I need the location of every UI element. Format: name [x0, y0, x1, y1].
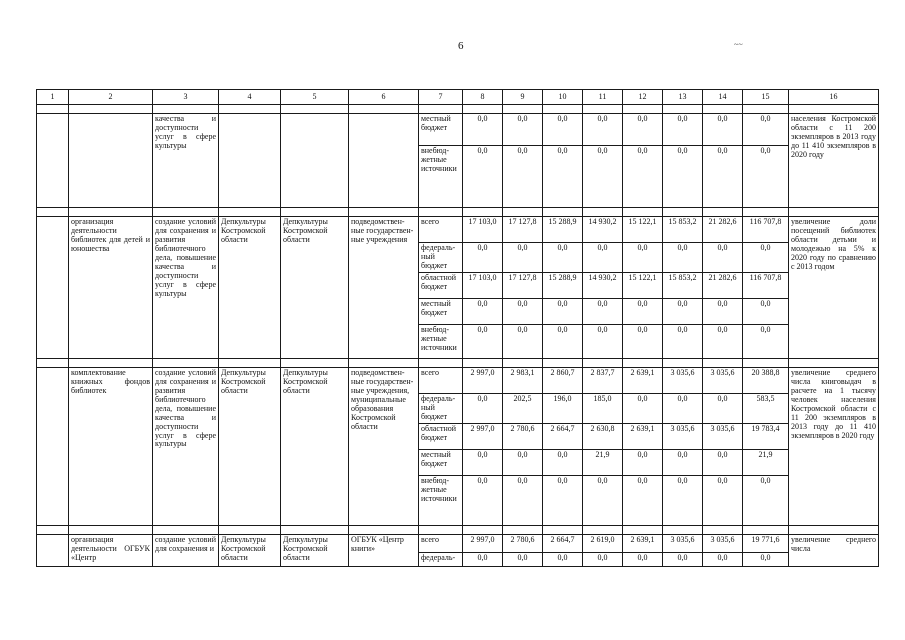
spacer-cell — [623, 208, 663, 217]
spacer-cell — [419, 358, 463, 367]
value-cell: 2 639,1 — [623, 367, 663, 393]
spacer-cell — [789, 105, 879, 114]
spacer-cell — [743, 105, 789, 114]
funding-source-cell: местный бюджет — [419, 298, 463, 324]
value-cell: 0,0 — [663, 475, 703, 525]
value-cell: 0,0 — [743, 475, 789, 525]
value-cell: 2 860,7 — [543, 367, 583, 393]
value-cell: 0,0 — [743, 324, 789, 358]
value-cell: 15 853,2 — [663, 217, 703, 243]
table-row — [37, 217, 879, 243]
value-cell: 14 930,2 — [583, 272, 623, 298]
value-cell: 0,0 — [503, 552, 543, 566]
spacer-cell — [663, 525, 703, 534]
value-cell: 0,0 — [703, 243, 743, 273]
header-cell-15: 15 — [743, 90, 789, 105]
value-cell: 0,0 — [583, 243, 623, 273]
value-cell: 0,0 — [503, 449, 543, 475]
value-cell: 3 035,6 — [703, 534, 743, 552]
responsible-executor-cell: Депкультуры Костромской области — [219, 534, 281, 566]
spacer-cell — [281, 208, 349, 217]
value-cell: 116 707,8 — [743, 272, 789, 298]
header-cell-14: 14 — [703, 90, 743, 105]
value-cell: 0,0 — [463, 114, 503, 146]
header-cell-13: 13 — [663, 90, 703, 105]
spacer-cell — [463, 105, 503, 114]
value-cell: 17 103,0 — [463, 272, 503, 298]
spacer-cell — [663, 105, 703, 114]
expected-result-cell: увеличение среднего числа — [789, 534, 879, 566]
spacer-cell — [543, 208, 583, 217]
value-cell: 0,0 — [743, 114, 789, 146]
spacer-cell — [703, 105, 743, 114]
spacer-cell — [583, 525, 623, 534]
value-cell: 0,0 — [503, 114, 543, 146]
spacer-row — [37, 525, 879, 534]
value-cell: 3 035,6 — [663, 367, 703, 393]
spacer-cell — [419, 525, 463, 534]
value-cell: 15 853,2 — [663, 272, 703, 298]
spacer-cell — [703, 208, 743, 217]
spacer-cell — [703, 358, 743, 367]
spacer-cell — [463, 208, 503, 217]
value-cell: 3 035,6 — [663, 423, 703, 449]
spacer-cell — [583, 208, 623, 217]
value-cell: 2 639,1 — [623, 423, 663, 449]
header-cell-10: 10 — [543, 90, 583, 105]
spacer-cell — [219, 525, 281, 534]
spacer-cell — [69, 208, 153, 217]
table-row — [37, 114, 879, 146]
value-cell: 0,0 — [583, 324, 623, 358]
value-cell: 2 639,1 — [623, 534, 663, 552]
spacer-cell — [69, 358, 153, 367]
header-cell-9: 9 — [503, 90, 543, 105]
spacer-cell — [69, 525, 153, 534]
activity-name-cell: организация деятельности библиотек для детей и юношества — [69, 217, 153, 359]
coexecutor-cell: Депкультуры Костромской области — [281, 534, 349, 566]
value-cell: 0,0 — [463, 298, 503, 324]
value-cell: 0,0 — [583, 146, 623, 208]
value-cell: 0,0 — [543, 243, 583, 273]
value-cell: 0,0 — [663, 449, 703, 475]
spacer-cell — [743, 525, 789, 534]
value-cell: 0,0 — [623, 243, 663, 273]
goal-cell: создание условий для сохранения и — [153, 534, 219, 566]
header-cell-1: 1 — [37, 90, 69, 105]
value-cell: 0,0 — [463, 393, 503, 423]
value-cell: 15 288,9 — [543, 272, 583, 298]
spacer-cell — [703, 525, 743, 534]
spacer-cell — [463, 525, 503, 534]
spacer-cell — [543, 105, 583, 114]
spacer-cell — [219, 358, 281, 367]
value-cell: 21,9 — [743, 449, 789, 475]
funding-source-cell: федераль-ный бюджет — [419, 243, 463, 273]
table-row — [37, 534, 879, 552]
value-cell: 0,0 — [663, 552, 703, 566]
header-cell-6: 6 — [349, 90, 419, 105]
value-cell: 0,0 — [623, 449, 663, 475]
spacer-cell — [623, 525, 663, 534]
value-cell: 2 997,0 — [463, 367, 503, 393]
funding-source-cell: всего — [419, 367, 463, 393]
value-cell: 0,0 — [703, 114, 743, 146]
value-cell: 0,0 — [503, 146, 543, 208]
value-cell: 0,0 — [543, 552, 583, 566]
spacer-cell — [349, 358, 419, 367]
goal-cell: создание условий для сохранения и развития библиотечного дела, повышение качества и доступности услуг в сфере культуры — [153, 217, 219, 359]
header-cell-5: 5 — [281, 90, 349, 105]
value-cell: 0,0 — [703, 393, 743, 423]
spacer-cell — [349, 208, 419, 217]
spacer-cell — [69, 105, 153, 114]
coexecutor-cell: Депкультуры Костромской области — [281, 367, 349, 525]
spacer-cell — [503, 208, 543, 217]
program-table — [36, 89, 879, 567]
spacer-cell — [623, 358, 663, 367]
spacer-cell — [153, 525, 219, 534]
spacer-cell — [543, 525, 583, 534]
value-cell: 2 983,1 — [503, 367, 543, 393]
spacer-cell — [463, 358, 503, 367]
funding-source-cell: всего — [419, 217, 463, 243]
goal-cell: создание условий для сохранения и развития библиотечного дела, повышение качества и доступности услуг в сфере культуры — [153, 367, 219, 525]
spacer-cell — [419, 208, 463, 217]
page-number: 6 — [458, 40, 464, 52]
value-cell: 2 619,0 — [583, 534, 623, 552]
spacer-cell — [153, 105, 219, 114]
spacer-cell — [663, 358, 703, 367]
row-number-cell — [37, 114, 69, 208]
header-cell-3: 3 — [153, 90, 219, 105]
header-cell-7: 7 — [419, 90, 463, 105]
value-cell: 0,0 — [663, 114, 703, 146]
spacer-cell — [37, 358, 69, 367]
value-cell: 2 780,6 — [503, 534, 543, 552]
spacer-cell — [219, 208, 281, 217]
value-cell: 0,0 — [743, 146, 789, 208]
value-cell: 116 707,8 — [743, 217, 789, 243]
responsible-executor-cell: Депкультуры Костромской области — [219, 217, 281, 359]
participant-cell: подведомствен-ные государствен-ные учреждения, муниципальные образования Костромской области — [349, 367, 419, 525]
spacer-cell — [37, 525, 69, 534]
value-cell: 0,0 — [743, 552, 789, 566]
spacer-row — [37, 358, 879, 367]
header-cell-2: 2 — [69, 90, 153, 105]
value-cell: 0,0 — [503, 243, 543, 273]
funding-source-cell: областной бюджет — [419, 423, 463, 449]
spacer-cell — [281, 525, 349, 534]
spacer-cell — [743, 358, 789, 367]
value-cell: 15 122,1 — [623, 272, 663, 298]
funding-source-cell: внебюд-жетные источники — [419, 475, 463, 525]
value-cell: 0,0 — [623, 475, 663, 525]
value-cell: 0,0 — [663, 324, 703, 358]
spacer-cell — [583, 358, 623, 367]
header-row — [37, 90, 879, 105]
spacer-cell — [583, 105, 623, 114]
value-cell: 0,0 — [543, 114, 583, 146]
value-cell: 0,0 — [743, 298, 789, 324]
value-cell: 21 282,6 — [703, 272, 743, 298]
value-cell: 0,0 — [463, 475, 503, 525]
spacer-cell — [503, 525, 543, 534]
activity-name-cell — [69, 114, 153, 208]
value-cell: 21 282,6 — [703, 217, 743, 243]
table-row — [37, 367, 879, 393]
value-cell: 0,0 — [623, 324, 663, 358]
value-cell: 0,0 — [503, 475, 543, 525]
header-cell-16: 16 — [789, 90, 879, 105]
value-cell: 0,0 — [623, 298, 663, 324]
spacer-cell — [37, 105, 69, 114]
coexecutor-cell — [281, 114, 349, 208]
row-number-cell — [37, 217, 69, 359]
expected-result-cell: населения Костромской области с 11 200 экземпляров в 2013 году до 11 410 экземпляров в 2020 году — [789, 114, 879, 208]
participant-cell — [349, 114, 419, 208]
value-cell: 2 997,0 — [463, 534, 503, 552]
activity-name-cell: комплектование книжных фондов библиотек — [69, 367, 153, 525]
value-cell: 0,0 — [623, 114, 663, 146]
value-cell: 202,5 — [503, 393, 543, 423]
value-cell: 3 035,6 — [663, 534, 703, 552]
value-cell: 0,0 — [503, 298, 543, 324]
spacer-cell — [349, 105, 419, 114]
spacer-cell — [789, 525, 879, 534]
value-cell: 15 288,9 — [543, 217, 583, 243]
value-cell: 583,5 — [743, 393, 789, 423]
spacer-cell — [37, 208, 69, 217]
spacer-cell — [503, 105, 543, 114]
spacer-row — [37, 105, 879, 114]
value-cell: 0,0 — [543, 449, 583, 475]
value-cell: 0,0 — [543, 146, 583, 208]
row-number-cell — [37, 367, 69, 525]
value-cell: 17 103,0 — [463, 217, 503, 243]
value-cell: 3 035,6 — [703, 367, 743, 393]
value-cell: 0,0 — [583, 475, 623, 525]
row-number-cell — [37, 534, 69, 566]
value-cell: 0,0 — [703, 475, 743, 525]
value-cell: 196,0 — [543, 393, 583, 423]
value-cell: 0,0 — [583, 114, 623, 146]
value-cell: 0,0 — [663, 146, 703, 208]
value-cell: 0,0 — [463, 449, 503, 475]
responsible-executor-cell — [219, 114, 281, 208]
value-cell: 15 122,1 — [623, 217, 663, 243]
value-cell: 0,0 — [463, 243, 503, 273]
spacer-cell — [743, 208, 789, 217]
value-cell: 0,0 — [543, 475, 583, 525]
participant-cell: подведомствен-ные государствен-ные учреждения — [349, 217, 419, 359]
value-cell: 2 997,0 — [463, 423, 503, 449]
responsible-executor-cell: Депкультуры Костромской области — [219, 367, 281, 525]
value-cell: 0,0 — [703, 552, 743, 566]
value-cell: 0,0 — [703, 298, 743, 324]
corner-mark: ~~ — [734, 40, 743, 49]
value-cell: 0,0 — [743, 243, 789, 273]
value-cell: 0,0 — [663, 298, 703, 324]
funding-source-cell: областной бюджет — [419, 272, 463, 298]
funding-source-cell: всего — [419, 534, 463, 552]
value-cell: 17 127,8 — [503, 217, 543, 243]
spacer-cell — [663, 208, 703, 217]
value-cell: 0,0 — [663, 393, 703, 423]
expected-result-cell: увеличение среднего числа книговыдач в расчете на 1 тысячу человек населения Костромской области с 11 200 экземпляров в 2013 году до 11 410 экземпляров в 2020 году — [789, 367, 879, 525]
value-cell: 0,0 — [583, 298, 623, 324]
activity-name-cell: организация деятельности ОГБУК «Центр — [69, 534, 153, 566]
value-cell: 21,9 — [583, 449, 623, 475]
spacer-cell — [281, 105, 349, 114]
value-cell: 2 780,6 — [503, 423, 543, 449]
value-cell: 0,0 — [623, 146, 663, 208]
spacer-cell — [419, 105, 463, 114]
value-cell: 0,0 — [583, 552, 623, 566]
value-cell: 0,0 — [623, 552, 663, 566]
header-cell-12: 12 — [623, 90, 663, 105]
value-cell: 0,0 — [463, 146, 503, 208]
value-cell: 3 035,6 — [703, 423, 743, 449]
value-cell: 19 783,4 — [743, 423, 789, 449]
value-cell: 2 664,7 — [543, 534, 583, 552]
value-cell: 0,0 — [543, 298, 583, 324]
spacer-cell — [789, 358, 879, 367]
spacer-cell — [153, 358, 219, 367]
coexecutor-cell: Депкультуры Костромской области — [281, 217, 349, 359]
value-cell: 0,0 — [623, 393, 663, 423]
funding-source-cell: местный бюджет — [419, 114, 463, 146]
expected-result-cell: увеличение доли посещений библиотек области детьми и молодежью на 5% к 2020 году по сравнению с 2013 годом — [789, 217, 879, 359]
value-cell: 0,0 — [463, 324, 503, 358]
funding-source-cell: федераль-ный бюджет — [419, 393, 463, 423]
spacer-cell — [349, 525, 419, 534]
funding-source-cell: внебюд-жетные источники — [419, 146, 463, 208]
header-cell-11: 11 — [583, 90, 623, 105]
spacer-row — [37, 208, 879, 217]
spacer-cell — [503, 358, 543, 367]
header-cell-4: 4 — [219, 90, 281, 105]
header-cell-8: 8 — [463, 90, 503, 105]
value-cell: 0,0 — [663, 243, 703, 273]
value-cell: 2 837,7 — [583, 367, 623, 393]
value-cell: 0,0 — [703, 146, 743, 208]
value-cell: 19 771,6 — [743, 534, 789, 552]
funding-source-cell: внебюд-жетные источники — [419, 324, 463, 358]
spacer-cell — [153, 208, 219, 217]
value-cell: 0,0 — [543, 324, 583, 358]
value-cell: 185,0 — [583, 393, 623, 423]
value-cell: 2 664,7 — [543, 423, 583, 449]
spacer-cell — [543, 358, 583, 367]
value-cell: 17 127,8 — [503, 272, 543, 298]
spacer-cell — [789, 208, 879, 217]
value-cell: 0,0 — [463, 552, 503, 566]
goal-cell: качества и доступности услуг в сфере культуры — [153, 114, 219, 208]
value-cell: 0,0 — [703, 324, 743, 358]
funding-source-cell: местный бюджет — [419, 449, 463, 475]
value-cell: 14 930,2 — [583, 217, 623, 243]
funding-source-cell: федераль- — [419, 552, 463, 566]
participant-cell: ОГБУК «Центр книги» — [349, 534, 419, 566]
spacer-cell — [281, 358, 349, 367]
value-cell: 0,0 — [503, 324, 543, 358]
value-cell: 2 630,8 — [583, 423, 623, 449]
spacer-cell — [219, 105, 281, 114]
value-cell: 0,0 — [703, 449, 743, 475]
spacer-cell — [623, 105, 663, 114]
value-cell: 20 388,8 — [743, 367, 789, 393]
